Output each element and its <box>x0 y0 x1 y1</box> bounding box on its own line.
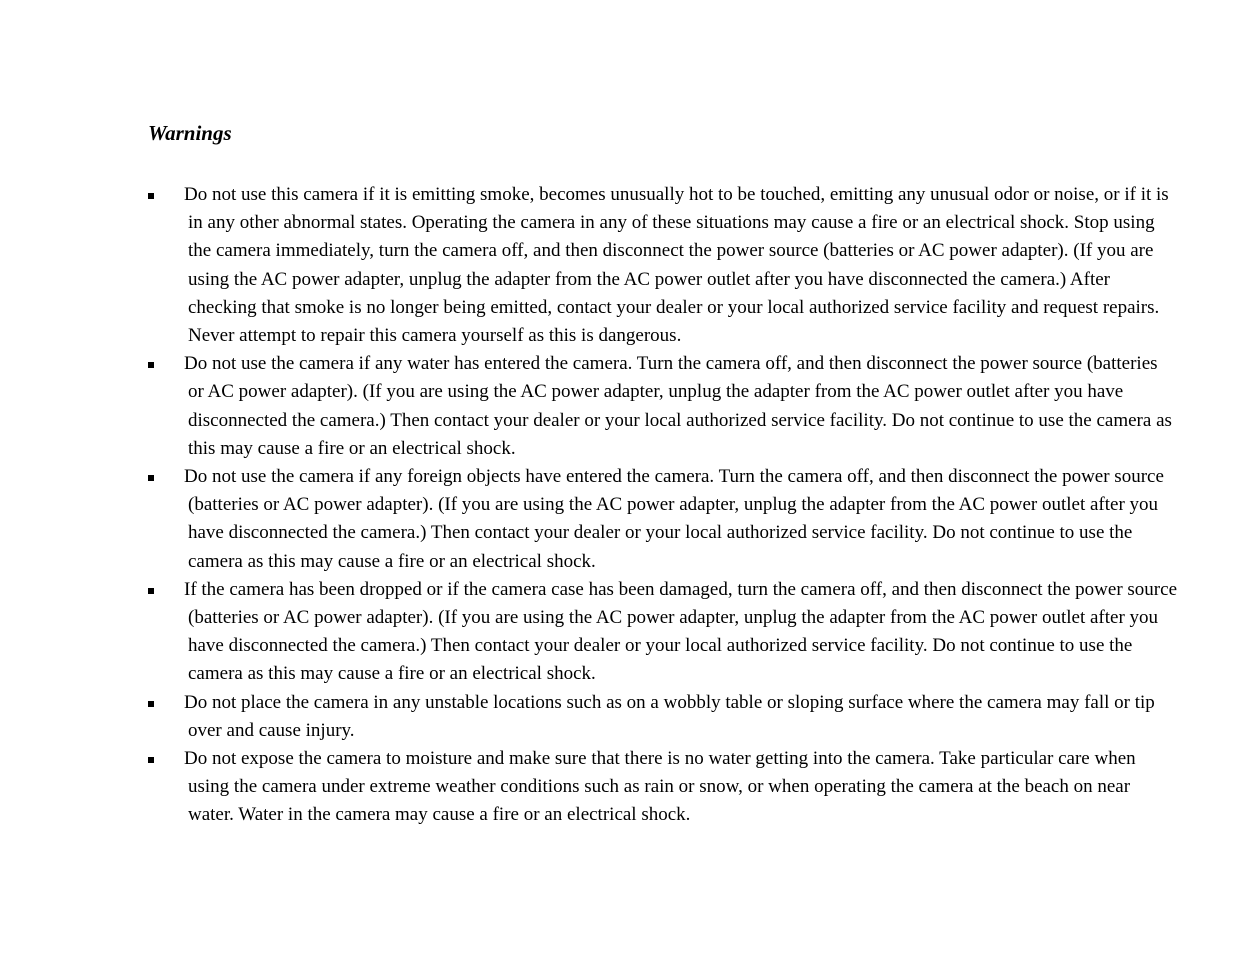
square-bullet-icon <box>148 757 154 763</box>
warning-text: Do not use the camera if any water has entered the camera. Turn the camera off, and then disconnect the power source (batteries or AC power adapter). (If you are using the AC power adapter, unplug the adapter from the AC power outlet after you have disconnected the camera.) Then contact your dealer or your local authorized service facility. Do not continue to use the camera as this may cause a fire or an electrical shock. <box>184 353 1172 459</box>
warning-item <box>148 350 1178 463</box>
square-bullet-icon <box>148 362 154 368</box>
warning-item <box>148 181 1178 350</box>
warning-text: If the camera has been dropped or if the camera case has been damaged, turn the camera off, and then disconnect the power source (batteries or AC power adapter). (If you are using the AC power adapter, unplug the adapter from the AC power outlet after you have disconnected the camera.) Then contact your dealer or your local authorized service facility. Do not continue to use the camera as this may cause a fire or an electrical shock. <box>184 578 1178 685</box>
warning-item <box>148 745 1178 830</box>
square-bullet-icon <box>148 701 154 707</box>
warning-text: Do not use the camera if any foreign objects have entered the camera. Turn the camera off, and then disconnect the power source (batteries or AC power adapter). (If you are using the AC power adapter, unplug the adapter from the AC power outlet after you have disconnected the camera.) Then contact your dealer or your local authorized service facility. Do not continue to use the camera as this may cause a fire or an electrical shock. <box>184 466 1164 572</box>
warning-text: Do not place the camera in any unstable locations such as on a wobbly table or sloping surface where the camera may fall or tip over and cause injury. <box>184 691 1155 741</box>
square-bullet-icon <box>148 475 154 481</box>
warning-text: Do not expose the camera to moisture and make sure that there is no water getting into the camera. Take particular care when using the camera under extreme weather conditions such as rain or snow, or when operating the camera at the beach on near water. Water in the camera may cause a fire or an electrical shock. <box>184 748 1136 826</box>
warning-text: Do not use this camera if it is emitting smoke, becomes unusually hot to be touched, emitting any unusual odor or noise, or if it is in any other abnormal states. Operating the camera in any of these situations may cause a fire or an electrical shock. Stop using the camera immediately, turn the camera off, and then disconnect the power source (batteries or AC power adapter). (If you are using the AC power adapter, unplug the adapter from the AC power outlet after you have disconnected the camera.) After checking that smoke is no longer being emitted, contact your dealer or your local authorized service facility and request repairs. Never attempt to repair this camera yourself as this is dangerous. <box>184 184 1169 347</box>
square-bullet-icon <box>148 588 154 594</box>
square-bullet-icon <box>148 193 154 199</box>
warning-item <box>148 463 1178 576</box>
warning-item <box>148 689 1178 745</box>
page-title: Warnings <box>148 121 232 145</box>
warning-item <box>148 576 1178 689</box>
warnings-list <box>148 181 1178 830</box>
